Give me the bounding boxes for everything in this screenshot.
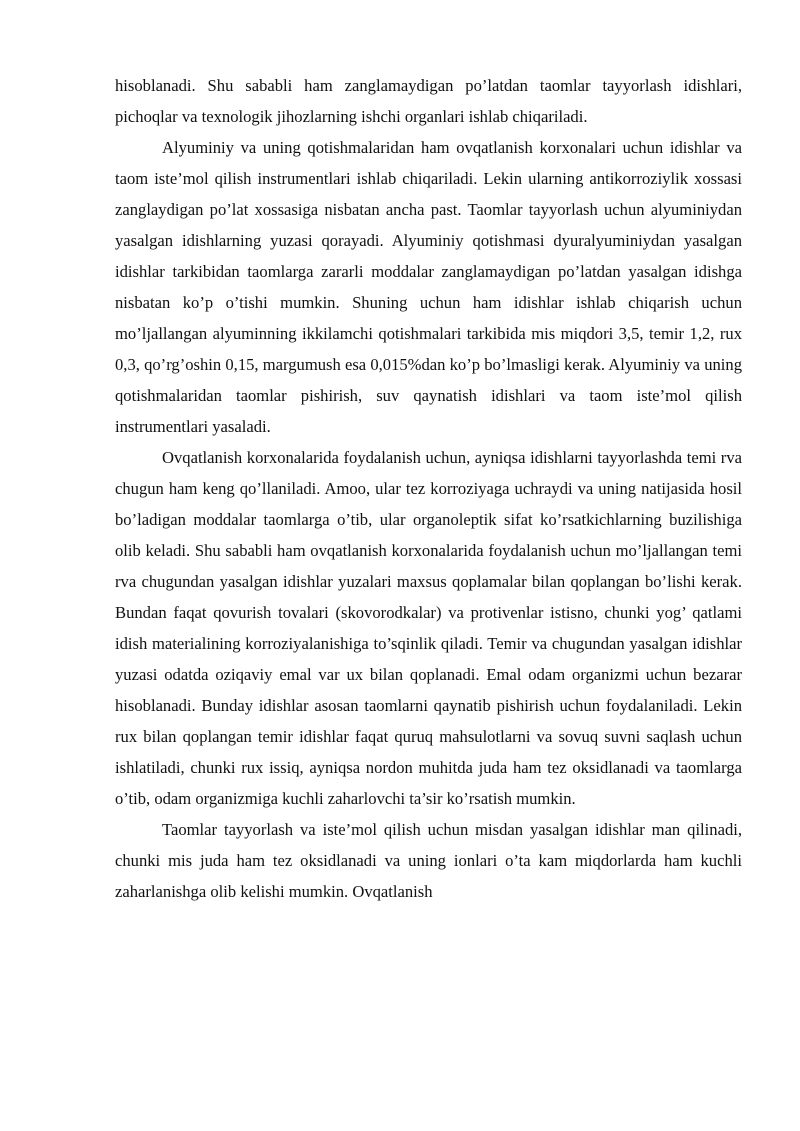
document-page [115, 70, 742, 907]
paragraph-4: Taomlar tayyorlash va iste’mol qilish uchun misdan yasalgan idishlar man qilinadi, chunki mis juda ham tez oksidlanadi va uning ionlari o’ta kam miqdorlarda ham kuchli zaharlanishga olib kelishi mumkin. Ovqatlanish [115, 820, 742, 901]
paragraph-3: Ovqatlanish korxonalarida foydalanish uchun, ayniqsa idishlarni tayyorlashda temi rva chugun ham keng qo’llaniladi. Amoo, ular tez korroziyaga uchraydi va uning natijasida hosil bo’ladigan moddalar taomlarga o’tib, ular organoleptik sifat ko’rsatkichlarning buzilishiga olib keladi. Shu sababli ham ovqatlanish korxonalarida foydalanish uchun mo’ljallangan temi rva chugundan yasalgan idishlar yuzalari maxsus qoplamalar bilan qoplangan bo’lishi kerak. Bundan faqat qovurish tovalari (skovorodkalar) va protivenlar istisno, chunki yog’ qatlami idish materialining korroziyalanishiga to’sqinlik qiladi. Temir va chugundan yasalgan idishlar yuzasi odatda oziqaviy emal var ux bilan qoplanadi. Emal odam organizmi uchun bezarar hisoblanadi. Bunday idishlar asosan taomlarni qaynatib pishirish uchun foydalaniladi. Lekin rux bilan qoplangan temir idishlar faqat quruq mahsulotlarni va sovuq suvni saqlash uchun ishlatiladi, chunki rux issiq, ayniqsa nordon muhitda juda ham tez oksidlanadi va taomlarga o’tib, odam organizmiga kuchli zaharlovchi ta’sir ko’rsatish mumkin. [115, 448, 742, 808]
paragraph-2: Alyuminiy va uning qotishmalaridan ham ovqatlanish korxonalari uchun idishlar va taom iste’mol qilish instrumentlari ishlab chiqariladi. Lekin ularning antikorroziylik xossasi zanglaydigan po’lat xossasiga nisbatan ancha past. Taomlar tayyorlash uchun alyuminiydan yasalgan idishlarning yuzasi qorayadi. Alyuminiy qotishmasi dyuralyuminiydan yasalgan idishlar tarkibidan taomlarga zararli moddalar zanglamaydigan po’latdan yasalgan idishga nisbatan ko’p o’tishi mumkin. Shuning uchun ham idishlar ishlab chiqarish uchun mo’ljallangan alyuminning ikkilamchi qotishmalari tarkibida mis miqdori 3,5, temir 1,2, rux 0,3, qo’rg’oshin 0,15, margumush esa 0,015%dan ko’p bo’lmasligi kerak. Alyuminiy va uning qotishmalaridan taomlar pishirish, suv qaynatish idishlari va taom iste’mol qilish instrumentlari yasaladi. [115, 138, 742, 436]
paragraph-1: hisoblanadi. Shu sababli ham zanglamaydigan po’latdan taomlar tayyorlash idishlari, pichoqlar va texnologik jihozlarning ishchi organlari ishlab chiqariladi. [115, 76, 742, 126]
